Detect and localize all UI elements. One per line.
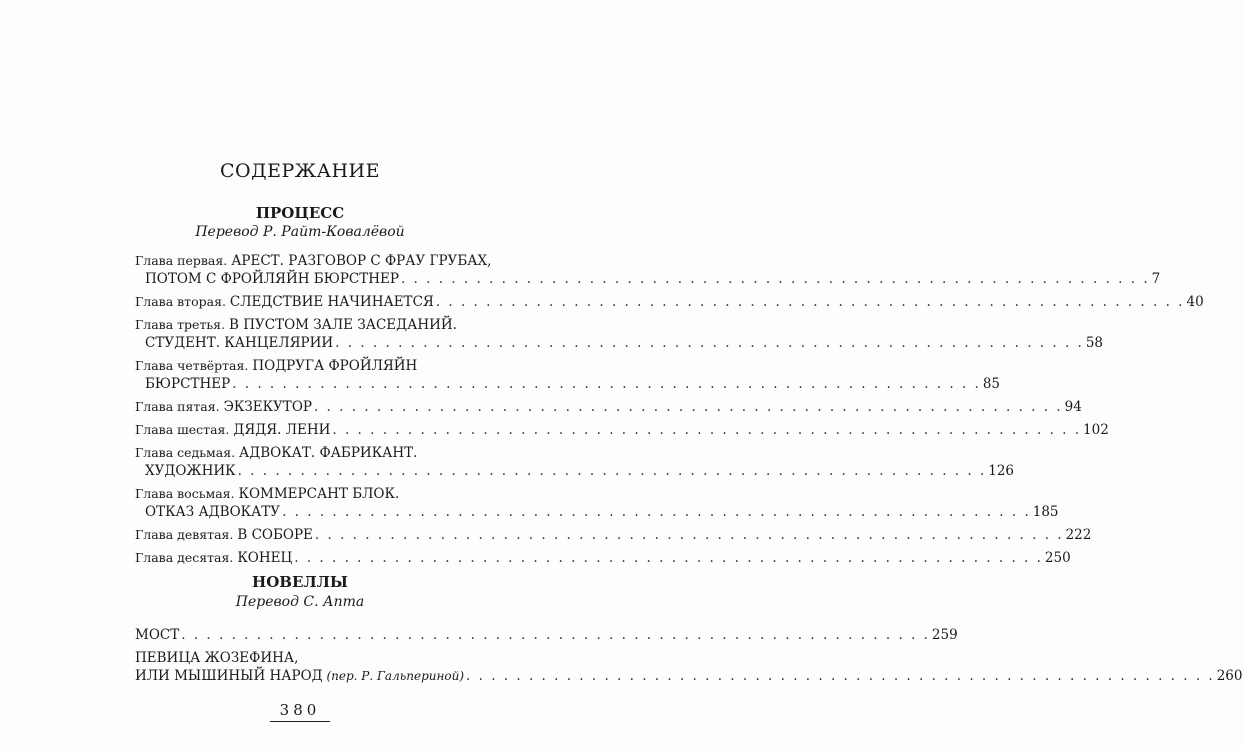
- chapter-title: ХУДОЖНИК: [145, 463, 236, 479]
- translator-note: (пер. Р. Гальпериной): [322, 669, 465, 683]
- chapter-label: Глава восьмая.: [135, 486, 239, 501]
- toc-entry: [135, 421, 1109, 439]
- toc-process: [135, 252, 1204, 572]
- chapter-title: КОНЕЦ: [237, 550, 293, 566]
- chapter-label: Глава шестая.: [135, 422, 234, 437]
- toc-line: [135, 444, 499, 462]
- toc-line: [135, 252, 499, 270]
- toc-entry-text: [135, 357, 417, 375]
- toc-entry-text: [145, 375, 230, 393]
- dot-leader: . . . . . . . . . . . . . . . . . . . . . . . . . . . . . . . . . . . . . . . . . . . . . . . . . . . . . . . . . . . .: [335, 335, 1084, 351]
- toc-line: [135, 503, 1059, 521]
- page-ref: 7: [1151, 271, 1161, 287]
- toc-entry-text: [135, 549, 292, 567]
- toc-entry-text: [135, 421, 330, 439]
- chapter-title: СТУДЕНТ. КАНЦЕЛЯРИИ: [145, 335, 334, 351]
- part-translator-novellas: Перевод С. Апта: [235, 594, 365, 610]
- toc-entry: [135, 398, 1082, 416]
- chapter-title: ПОДРУГА ФРОЙЛЯЙН: [252, 358, 418, 374]
- dot-leader: . . . . . . . . . . . . . . . . . . . . . . . . . . . . . . . . . . . . . . . . . . . . . . . . . . . . . . . . . . . .: [466, 668, 1215, 684]
- chapter-title: ИЛИ МЫШИНЫЙ НАРОД: [135, 668, 323, 684]
- dot-leader: . . . . . . . . . . . . . . . . . . . . . . . . . . . . . . . . . . . . . . . . . . . . . . . . . . . . . . . . . . . .: [232, 376, 981, 392]
- toc-entry-text: [135, 626, 179, 644]
- page-ref: 126: [988, 463, 1015, 479]
- chapter-title: СЛЕДСТВИЕ НАЧИНАЕТСЯ: [229, 294, 434, 310]
- chapter-label: Глава десятая.: [135, 550, 238, 565]
- chapter-label: Глава пятая.: [135, 399, 224, 414]
- chapter-title: КОММЕРСАНТ БЛОК.: [238, 486, 400, 502]
- dot-leader: . . . . . . . . . . . . . . . . . . . . . . . . . . . . . . . . . . . . . . . . . . . . . . . . . . . . . . . . . . . .: [435, 294, 1185, 310]
- dot-leader: . . . . . . . . . . . . . . . . . . . . . . . . . . . . . . . . . . . . . . . . . . . . . . . . . . . . . . . . . . . .: [294, 550, 1043, 566]
- dot-leader: . . . . . . . . . . . . . . . . . . . . . . . . . . . . . . . . . . . . . . . . . . . . . . . . . . . . . . . . . . . .: [313, 399, 1063, 415]
- toc-entry: [135, 485, 1059, 521]
- toc-entry-text: [145, 270, 399, 288]
- toc-line: [135, 375, 1001, 393]
- toc-entry-text: [145, 334, 333, 352]
- toc-line: [135, 316, 499, 334]
- part-title-process: ПРОЦЕСС: [255, 204, 345, 222]
- chapter-label: Глава седьмая.: [135, 445, 240, 460]
- part-title-novellas: НОВЕЛЛЫ: [252, 573, 348, 591]
- toc-entry: [135, 357, 1001, 393]
- page-ref: 250: [1044, 550, 1071, 566]
- page-number: 380: [279, 701, 321, 719]
- chapter-title: ЭКЗЕКУТОР: [223, 399, 312, 415]
- toc-entry: [135, 549, 1071, 567]
- toc-entry: [135, 252, 1161, 288]
- toc-entry-text: [135, 316, 457, 334]
- toc-line: [135, 293, 1204, 311]
- chapter-label: Глава вторая.: [135, 294, 230, 309]
- toc-line: [135, 649, 499, 667]
- chapter-title: ПОТОМ С ФРОЙЛЯЙН БЮРСТНЕР: [145, 271, 399, 287]
- toc-entry-text: [135, 485, 399, 503]
- chapter-title: ДЯДЯ. ЛЕНИ: [233, 422, 331, 438]
- dot-leader: . . . . . . . . . . . . . . . . . . . . . . . . . . . . . . . . . . . . . . . . . . . . . . . . . . . . . . . . . . . .: [400, 271, 1150, 287]
- page-number-rule: [270, 721, 330, 722]
- chapter-title: МОСТ: [135, 627, 180, 643]
- dot-leader: . . . . . . . . . . . . . . . . . . . . . . . . . . . . . . . . . . . . . . . . . . . . . . . . . . . . . . . . . . . .: [282, 504, 1031, 520]
- page-ref: 260: [1216, 668, 1243, 684]
- chapter-label: Глава первая.: [135, 253, 232, 268]
- page-ref: 94: [1064, 399, 1082, 415]
- toc-line: [135, 626, 958, 644]
- chapter-title: АДВОКАТ. ФАБРИКАНТ.: [239, 445, 418, 461]
- toc-line: [135, 398, 1082, 416]
- chapter-title: В ПУСТОМ ЗАЛЕ ЗАСЕДАНИЙ.: [229, 317, 457, 333]
- contents-title: СОДЕРЖАНИЕ: [220, 160, 380, 182]
- part-translator-process: Перевод Р. Райт-Ковалёвой: [195, 224, 405, 240]
- chapter-title: БЮРСТНЕР: [145, 376, 231, 392]
- toc-entry-text: [145, 503, 280, 521]
- toc-entry-text: [135, 526, 313, 544]
- page-ref: 185: [1032, 504, 1059, 520]
- toc-entry: [135, 649, 1243, 685]
- page-ref: 58: [1085, 335, 1104, 351]
- toc-line: [135, 270, 1161, 288]
- chapter-title: АРЕСТ. РАЗГОВОР С ФРАУ ГРУБАХ,: [231, 253, 492, 269]
- dot-leader: . . . . . . . . . . . . . . . . . . . . . . . . . . . . . . . . . . . . . . . . . . . . . . . . . . . . . . . . . . . .: [237, 463, 987, 479]
- toc-entry: [135, 316, 1104, 352]
- toc-line: [135, 357, 499, 375]
- toc-entry: [135, 626, 958, 644]
- toc-entry: [135, 444, 1015, 480]
- dot-leader: . . . . . . . . . . . . . . . . . . . . . . . . . . . . . . . . . . . . . . . . . . . . . . . . . . . . . . . . . . . .: [314, 527, 1064, 543]
- toc-entry: [135, 526, 1092, 544]
- toc-line: [135, 462, 1015, 480]
- chapter-label: Глава третья.: [135, 317, 230, 332]
- toc-line: [135, 549, 1071, 567]
- chapter-label: Глава девятая.: [135, 527, 238, 542]
- dot-leader: . . . . . . . . . . . . . . . . . . . . . . . . . . . . . . . . . . . . . . . . . . . . . . . . . . . . . . . . . . . .: [332, 422, 1082, 438]
- toc-entry-text: [135, 252, 491, 270]
- page-ref: 40: [1186, 294, 1204, 310]
- toc-entry-text: [135, 398, 312, 416]
- chapter-title: ОТКАЗ АДВОКАТУ: [145, 504, 281, 520]
- toc-entry-text: [135, 649, 298, 667]
- page-ref: 222: [1065, 527, 1092, 543]
- toc-line: [135, 334, 1104, 352]
- toc-line: [135, 526, 1092, 544]
- toc-entry-text: [135, 667, 464, 685]
- page-ref: 259: [931, 627, 958, 643]
- chapter-title: ПЕВИЦА ЖОЗЕФИНА,: [135, 650, 299, 666]
- toc-novellas: [135, 626, 1243, 690]
- toc-entry-text: [145, 462, 236, 480]
- toc-entry: [135, 293, 1204, 311]
- dot-leader: . . . . . . . . . . . . . . . . . . . . . . . . . . . . . . . . . . . . . . . . . . . . . . . . . . . . . . . . . . . .: [181, 627, 930, 643]
- page-ref: 85: [982, 376, 1001, 392]
- toc-line: [135, 421, 1109, 439]
- toc-line: [135, 667, 1243, 685]
- page-ref: 102: [1083, 422, 1109, 438]
- chapter-label: Глава четвёртая.: [135, 358, 253, 373]
- toc-entry-text: [135, 444, 417, 462]
- toc-line: [135, 485, 499, 503]
- toc-entry-text: [135, 293, 434, 311]
- chapter-title: В СОБОРЕ: [237, 527, 313, 543]
